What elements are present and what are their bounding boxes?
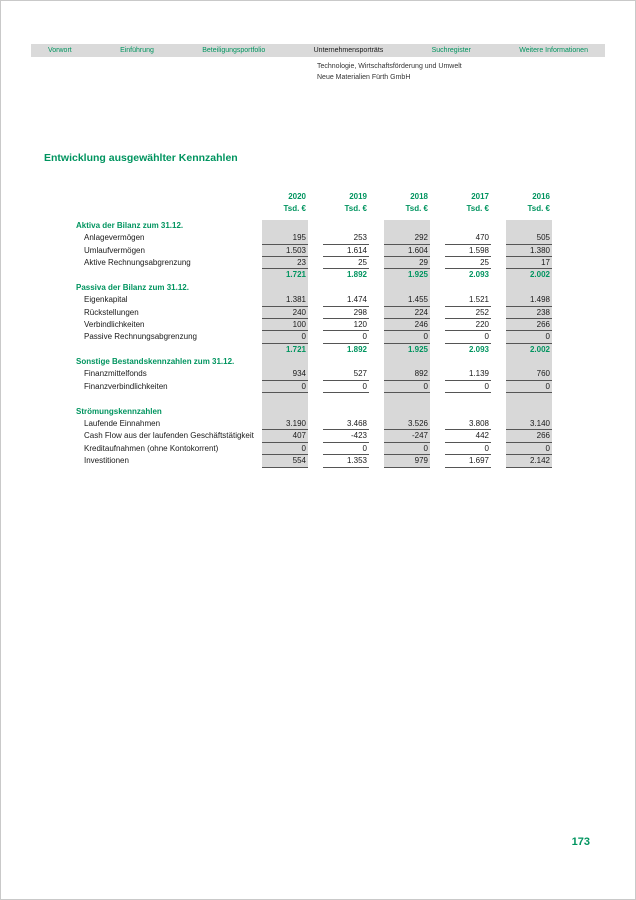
row-label: Umlaufvermögen [84, 245, 145, 255]
data-value: 1.503 [262, 245, 308, 257]
data-value: 470 [445, 232, 491, 244]
data-value: 25 [445, 257, 491, 269]
data-value: 0 [445, 443, 491, 455]
spacer [384, 393, 430, 405]
row-label: Investitionen [84, 456, 129, 466]
row-label: Eigenkapital [84, 295, 128, 305]
data-value: 246 [384, 319, 430, 331]
unit-header: Tsd. € [344, 204, 367, 214]
data-value: 1.455 [384, 294, 430, 306]
empty-cell [323, 282, 369, 294]
data-value: 195 [262, 232, 308, 244]
data-value: 3.190 [262, 418, 308, 430]
data-value: 238 [506, 307, 552, 319]
data-value: 3.140 [506, 418, 552, 430]
kennzahlen-table [76, 191, 552, 468]
data-value: 0 [262, 443, 308, 455]
data-value: 3.808 [445, 418, 491, 430]
total-value: 1.721 [285, 344, 306, 354]
table-corner [76, 191, 247, 203]
data-value: 1.614 [323, 245, 369, 257]
data-value: 0 [323, 331, 369, 343]
empty-cell [506, 406, 552, 418]
total-value: 1.892 [346, 270, 367, 280]
data-value: 2.142 [506, 455, 552, 467]
data-value: 1.381 [262, 294, 308, 306]
page-title: Entwicklung ausgewählter Kennzahlen [44, 152, 238, 164]
data-value: 0 [445, 381, 491, 393]
breadcrumb-line: Technologie, Wirtschaftsförderung und Umwelt [317, 63, 462, 70]
data-value: 120 [323, 319, 369, 331]
unit-header: Tsd. € [405, 204, 428, 214]
row-label: Verbindlichkeiten [84, 319, 145, 329]
data-value: 0 [506, 443, 552, 455]
spacer [262, 393, 308, 405]
data-value: 0 [445, 331, 491, 343]
empty-cell [506, 356, 552, 368]
data-value: 298 [323, 307, 369, 319]
table-grid [76, 191, 552, 468]
data-value: 23 [262, 257, 308, 269]
data-value: 0 [262, 381, 308, 393]
data-value: 1.380 [506, 245, 552, 257]
total-value: 1.925 [407, 270, 428, 280]
spacer [76, 393, 247, 405]
unit-header: Tsd. € [466, 204, 489, 214]
data-value: 0 [384, 331, 430, 343]
data-value: 292 [384, 232, 430, 244]
section-title: Sonstige Bestandskennzahlen zum 31.12. [76, 357, 235, 367]
year-header: 2017 [471, 192, 489, 201]
nav-item-beteiligungsportfolio[interactable]: Beteiligungsportfolio [202, 47, 266, 54]
total-label [76, 344, 247, 356]
data-value: 3.468 [323, 418, 369, 430]
empty-cell [384, 220, 430, 232]
empty-cell [445, 282, 491, 294]
total-value: 2.002 [529, 270, 550, 280]
spacer [506, 393, 552, 405]
data-value: 1.604 [384, 245, 430, 257]
section-title: Strömungskennzahlen [76, 406, 162, 416]
breadcrumb [317, 61, 462, 83]
data-value: 266 [506, 430, 552, 442]
data-value: 220 [445, 319, 491, 331]
row-label: Kreditaufnahmen (ohne Kontokorrent) [84, 443, 219, 453]
total-label [76, 269, 247, 281]
data-value: 1.139 [445, 368, 491, 380]
row-label: Aktive Rechnungsabgrenzung [84, 257, 191, 267]
year-header: 2019 [349, 192, 367, 201]
data-value: 3.526 [384, 418, 430, 430]
data-value: 442 [445, 430, 491, 442]
empty-cell [384, 356, 430, 368]
top-navigation [31, 44, 605, 57]
year-header: 2016 [532, 192, 550, 201]
row-label: Cash Flow aus der laufenden Geschäftstätigkeit [84, 431, 254, 441]
nav-item-suchregister[interactable]: Suchregister [431, 47, 471, 54]
data-value: 0 [384, 443, 430, 455]
empty-cell [506, 282, 552, 294]
total-value: 1.925 [407, 344, 428, 354]
data-value: 253 [323, 232, 369, 244]
data-value: 1.598 [445, 245, 491, 257]
breadcrumb-line: Neue Materialien Fürth GmbH [317, 74, 411, 81]
unit-header: Tsd. € [283, 204, 306, 214]
empty-cell [384, 406, 430, 418]
empty-cell [262, 356, 308, 368]
data-value: 266 [506, 319, 552, 331]
data-value: 1.498 [506, 294, 552, 306]
nav-item-unternehmensporträts[interactable]: Unternehmensporträts [313, 47, 384, 54]
data-value: 407 [262, 430, 308, 442]
total-value: 1.721 [285, 270, 306, 280]
data-value: 892 [384, 368, 430, 380]
data-value: 224 [384, 307, 430, 319]
section-title: Aktiva der Bilanz zum 31.12. [76, 220, 184, 230]
nav-item-weitere-informationen[interactable]: Weitere Informationen [519, 47, 588, 54]
unit-header: Tsd. € [527, 204, 550, 214]
data-value: 0 [506, 381, 552, 393]
data-value: 100 [262, 319, 308, 331]
spacer [323, 393, 369, 405]
row-label: Finanzmittelfonds [84, 369, 147, 379]
data-value: 1.697 [445, 455, 491, 467]
data-value: 1.353 [323, 455, 369, 467]
data-value: 1.521 [445, 294, 491, 306]
empty-cell [262, 406, 308, 418]
row-label: Finanzverbindlichkeiten [84, 381, 168, 391]
data-value: 0 [384, 381, 430, 393]
total-value: 2.002 [529, 344, 550, 354]
data-value: 29 [384, 257, 430, 269]
page-number: 173 [571, 836, 590, 848]
empty-cell [445, 356, 491, 368]
empty-cell [323, 356, 369, 368]
total-value: 2.093 [468, 270, 489, 280]
data-value: 252 [445, 307, 491, 319]
data-value: 0 [506, 331, 552, 343]
year-header: 2018 [410, 192, 428, 201]
data-value: 934 [262, 368, 308, 380]
row-label: Passive Rechnungsabgrenzung [84, 332, 197, 342]
nav-item-einführung[interactable]: Einführung [120, 47, 154, 54]
total-value: 2.093 [468, 344, 489, 354]
empty-cell [323, 406, 369, 418]
row-label: Rückstellungen [84, 307, 139, 317]
data-value: 0 [323, 381, 369, 393]
section-title: Passiva der Bilanz zum 31.12. [76, 282, 189, 292]
data-value: 0 [262, 331, 308, 343]
data-value: 240 [262, 307, 308, 319]
data-value: 1.474 [323, 294, 369, 306]
table-corner [76, 203, 247, 215]
empty-cell [445, 220, 491, 232]
year-header: 2020 [288, 192, 306, 201]
nav-item-vorwort[interactable]: Vorwort [48, 47, 72, 54]
spacer [445, 393, 491, 405]
data-value: 505 [506, 232, 552, 244]
empty-cell [323, 220, 369, 232]
data-value: -247 [384, 430, 430, 442]
empty-cell [262, 282, 308, 294]
data-value: 554 [262, 455, 308, 467]
data-value: 979 [384, 455, 430, 467]
empty-cell [506, 220, 552, 232]
empty-cell [384, 282, 430, 294]
data-value: 527 [323, 368, 369, 380]
empty-cell [445, 406, 491, 418]
row-label: Laufende Einnahmen [84, 419, 161, 429]
empty-cell [262, 220, 308, 232]
data-value: 0 [323, 443, 369, 455]
data-value: 17 [506, 257, 552, 269]
row-label: Anlagevermögen [84, 233, 145, 243]
total-value: 1.892 [346, 344, 367, 354]
data-value: 25 [323, 257, 369, 269]
data-value: 760 [506, 368, 552, 380]
data-value: -423 [323, 430, 369, 442]
